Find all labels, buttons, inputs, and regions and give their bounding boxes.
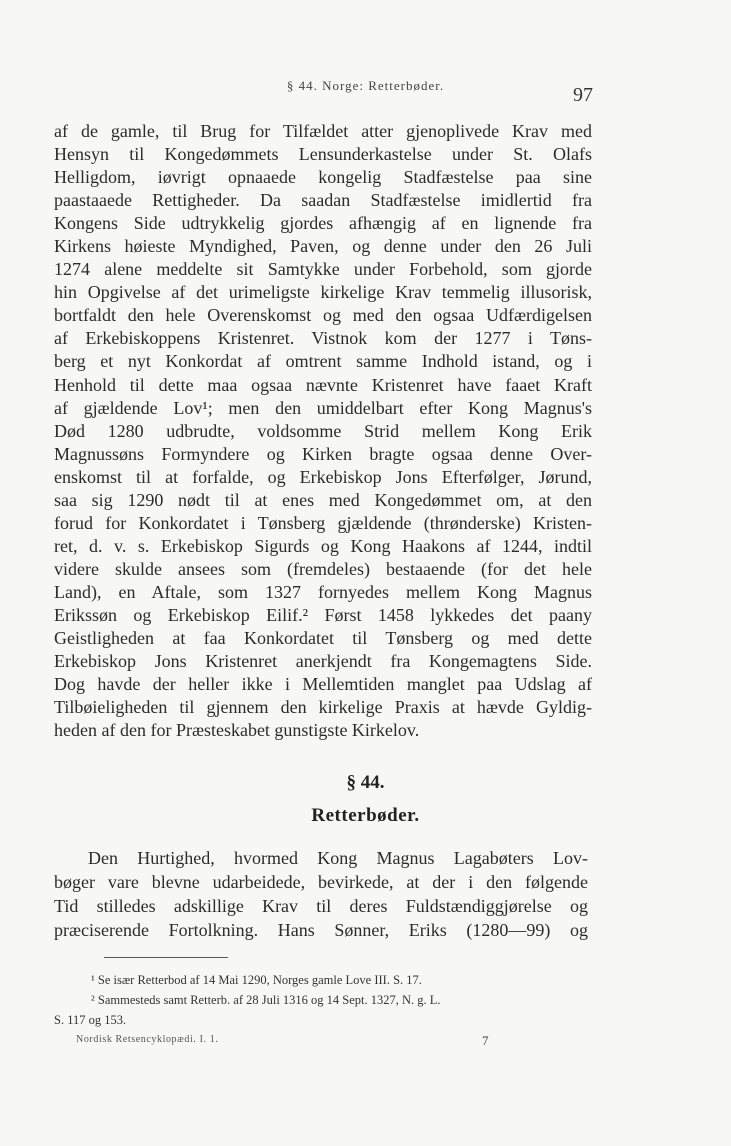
section-text — [54, 846, 588, 942]
footnote-divider — [104, 957, 228, 958]
body-line: 1274 alene meddelte sit Samtykke under Forbehold, som gjorde — [54, 259, 592, 280]
section-line: bøger vare blevne udarbeidede, bevirkede, at der i den følgende — [54, 872, 588, 892]
body-line: berg et nyt Konkordat af omtrent samme Indhold istand, og i — [54, 351, 592, 372]
body-line: Erkebiskop Jons Kristenret anerkjendt fra Kongemagtens Side. — [54, 651, 592, 672]
sheet-number: 7 — [482, 1033, 489, 1048]
body-line: af Erkebiskoppens Kristenret. Vistnok kom der 1277 i Tøns- — [54, 328, 592, 349]
footnotes — [54, 970, 588, 1030]
body-line: ret, d. v. s. Erkebiskop Sigurds og Kong Haakons af 1244, indtil — [54, 535, 592, 556]
section-line: Den Hurtighed, hvormed Kong Magnus Lagabøters Lov- — [88, 848, 588, 868]
body-line: af gjældende Lov¹; men den umiddelbart efter Kong Magnus's — [54, 397, 592, 418]
body-line: Tilbøieligheden til gjennem den kirkelige Praxis at hævde Gyldig- — [54, 697, 592, 718]
body-line: Henhold til dette maa ogsaa nævnte Kristenret have faaet Kraft — [54, 374, 592, 395]
body-line: Kongens Side udtrykkelig gjordes afhængig af en lignende fra — [54, 213, 592, 234]
body-line: saa sig 1290 nødt til at enes med Kongedømmet om, at den — [54, 489, 592, 510]
page-number: 97 — [573, 84, 593, 106]
body-line: videre skulde ansees som (fremdeles) bestaaende (for det hele — [54, 558, 592, 579]
footnote-2-continuation: S. 117 og 153. — [54, 1013, 127, 1027]
printer-imprint: Nordisk Retsencyklopædi. I. 1. — [76, 1034, 219, 1045]
body-text — [54, 120, 592, 742]
body-line: Geistligheden at faa Konkordatet til Tønsberg og med dette — [54, 628, 592, 649]
body-line: Erikssøn og Erkebiskop Eilif.² Først 1458 lykkedes det paany — [54, 604, 592, 625]
body-line: Helligdom, iøvrigt opnaaede kongelig Stadfæstelse paa sine — [54, 167, 592, 188]
body-line: enskomst til at forfalde, og Erkebiskop Jons Efterfølger, Jørund, — [54, 466, 592, 487]
body-line: hin Opgivelse af det urimeligste kirkelige Krav temmelig illusorisk, — [54, 282, 592, 303]
footnote-2: ² Sammesteds samt Retterb. af 28 Juli 1316 og 14 Sept. 1327, N. g. L. — [91, 993, 441, 1007]
body-line: Land), en Aftale, som 1327 fornyedes mellem Kong Magnus — [54, 581, 592, 602]
body-line: bortfaldt den hele Overenskomst og med den ogsaa Udfærdigelsen — [54, 305, 592, 326]
body-line: heden af den for Præsteskabet gunstigste Kirkelov. — [54, 720, 420, 741]
body-line: Dog havde der heller ikke i Mellemtiden manglet paa Udslag af — [54, 674, 592, 695]
body-line: Magnussøns Formyndere og Kirken bragte ogsaa denne Over- — [54, 443, 592, 464]
section-line: Tid stilledes adskillige Krav til deres Fuldstændiggjørelse og — [54, 896, 588, 916]
body-line: paastaaede Rettigheder. Da saadan Stadfæstelse imidlertid fra — [54, 190, 592, 211]
body-line: Død 1280 udbrudte, voldsomme Strid mellem Kong Erik — [54, 420, 592, 441]
section-line: præciserende Fortolkning. Hans Sønner, Eriks (1280—99) og — [54, 920, 588, 940]
section-title: Retterbøder. — [311, 805, 420, 826]
footnote-1: ¹ Se især Retterbod af 14 Mai 1290, Norges gamle Love III. S. 17. — [91, 973, 422, 987]
section-mark: § 44. — [346, 772, 385, 793]
body-line: af de gamle, til Brug for Tilfældet atter gjenoplivede Krav med — [54, 121, 592, 141]
body-line: Hensyn til Kongedømmets Lensunderkastelse under St. Olafs — [54, 144, 592, 165]
body-line: Kirkens høieste Myndighed, Paven, og denne under den 26 Juli — [54, 236, 592, 257]
body-line: forud for Konkordatet i Tønsberg gjældende (thrønderske) Kristen- — [54, 512, 592, 533]
running-head: § 44. Norge: Retterbøder. — [286, 78, 445, 93]
